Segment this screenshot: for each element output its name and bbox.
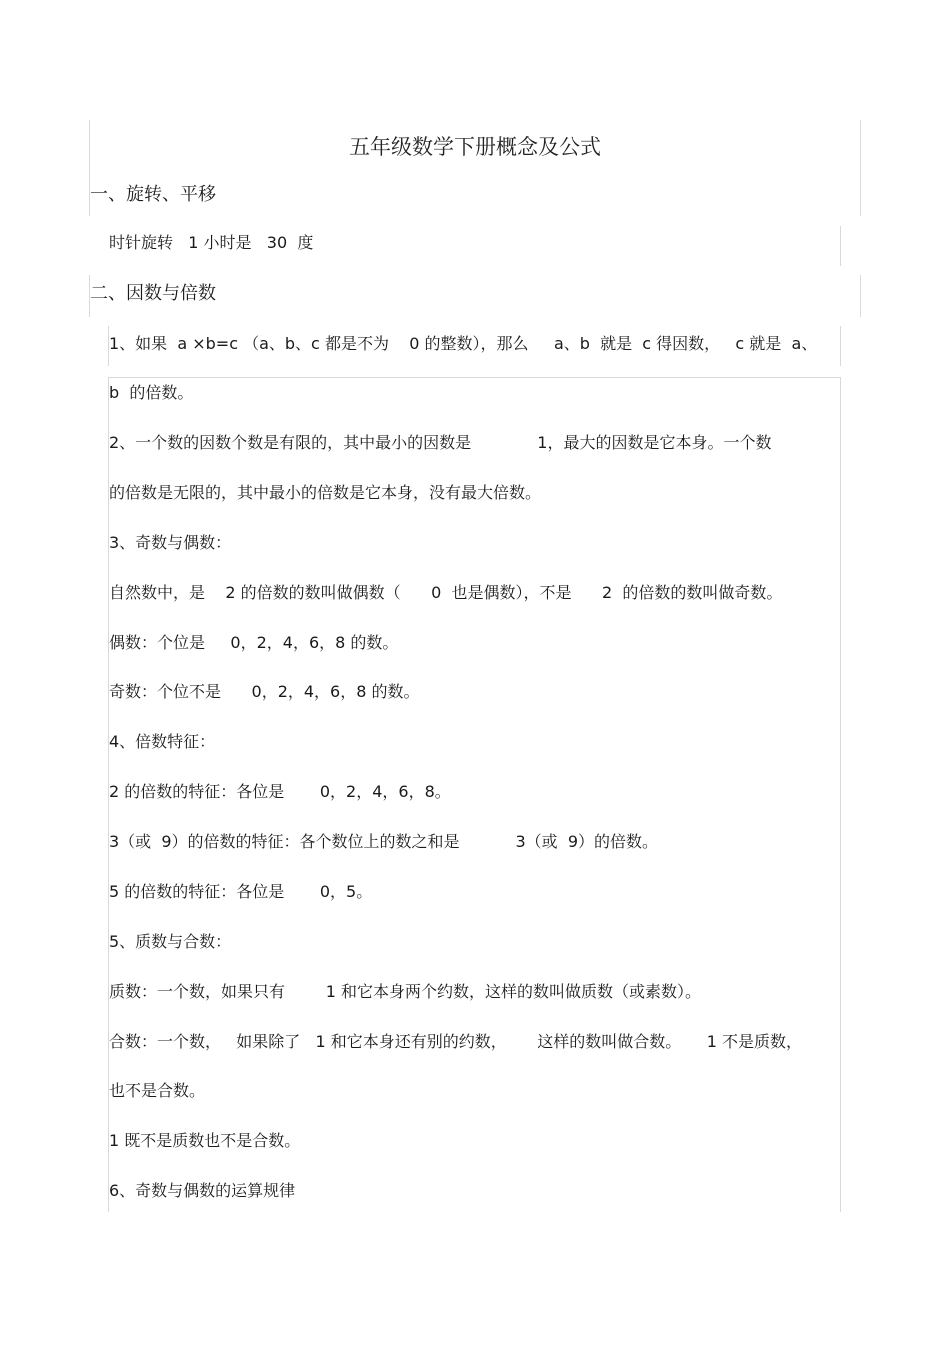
frame-line (840, 326, 841, 366)
page-title: 五年级数学下册概念及公式 (349, 135, 601, 159)
text-line: 2、一个数的因数个数是有限的，其中最小的因数是 1，最大的因数是它本身。一个数 (109, 433, 772, 452)
frame-line (108, 377, 840, 378)
text-line: b 的倍数。 (109, 383, 194, 402)
frame-line (840, 377, 841, 1212)
text-line: 合数：一个数， 如果除了 1 和它本身还有别的约数， 这样的数叫做合数。 1 不是质数， (109, 1032, 802, 1051)
text-line: 1、如果 a ×b=c （a、b、c 都是不为 0 的整数），那么 a、b 就是 c 得因数， c 就是 a、 (109, 334, 818, 353)
frame-line (840, 226, 841, 266)
text-line: 2 的倍数的特征：各位是 0，2，4，6，8。 (109, 782, 451, 801)
text-line: 的倍数是无限的，其中最小的倍数是它本身，没有最大倍数。 (109, 483, 542, 502)
text-line: 偶数：个位是 0，2，4，6，8 的数。 (109, 633, 399, 652)
text-line: 4、倍数特征： (109, 732, 216, 751)
text-line: 自然数中，是 2 的倍数的数叫做偶数（ 0 也是偶数），不是 2 的倍数的数叫做奇数。 (109, 583, 783, 602)
section-heading: 二、因数与倍数 (90, 283, 216, 304)
frame-line (860, 275, 861, 317)
text-line: 时针旋转 1 小时是 30 度 (109, 233, 314, 252)
text-line: 质数：一个数，如果只有 1 和它本身两个约数，这样的数叫做质数（或素数）。 (109, 982, 701, 1001)
text-line: 3、奇数与偶数： (109, 533, 232, 552)
text-line: 1 既不是质数也不是合数。 (109, 1131, 301, 1150)
section-heading: 一、旋转、平移 (90, 184, 216, 205)
text-line: 也不是合数。 (109, 1081, 206, 1100)
text-line: 3（或 9）的倍数的特征：各个数位上的数之和是 3（或 9）的倍数。 (109, 832, 659, 851)
text-line: 奇数：个位不是 0，2，4，6，8 的数。 (109, 682, 420, 701)
text-line: 5、质数与合数： (109, 932, 232, 951)
text-line: 6、奇数与偶数的运算规律 (109, 1181, 296, 1200)
text-line: 5 的倍数的特征：各位是 0，5。 (109, 882, 373, 901)
